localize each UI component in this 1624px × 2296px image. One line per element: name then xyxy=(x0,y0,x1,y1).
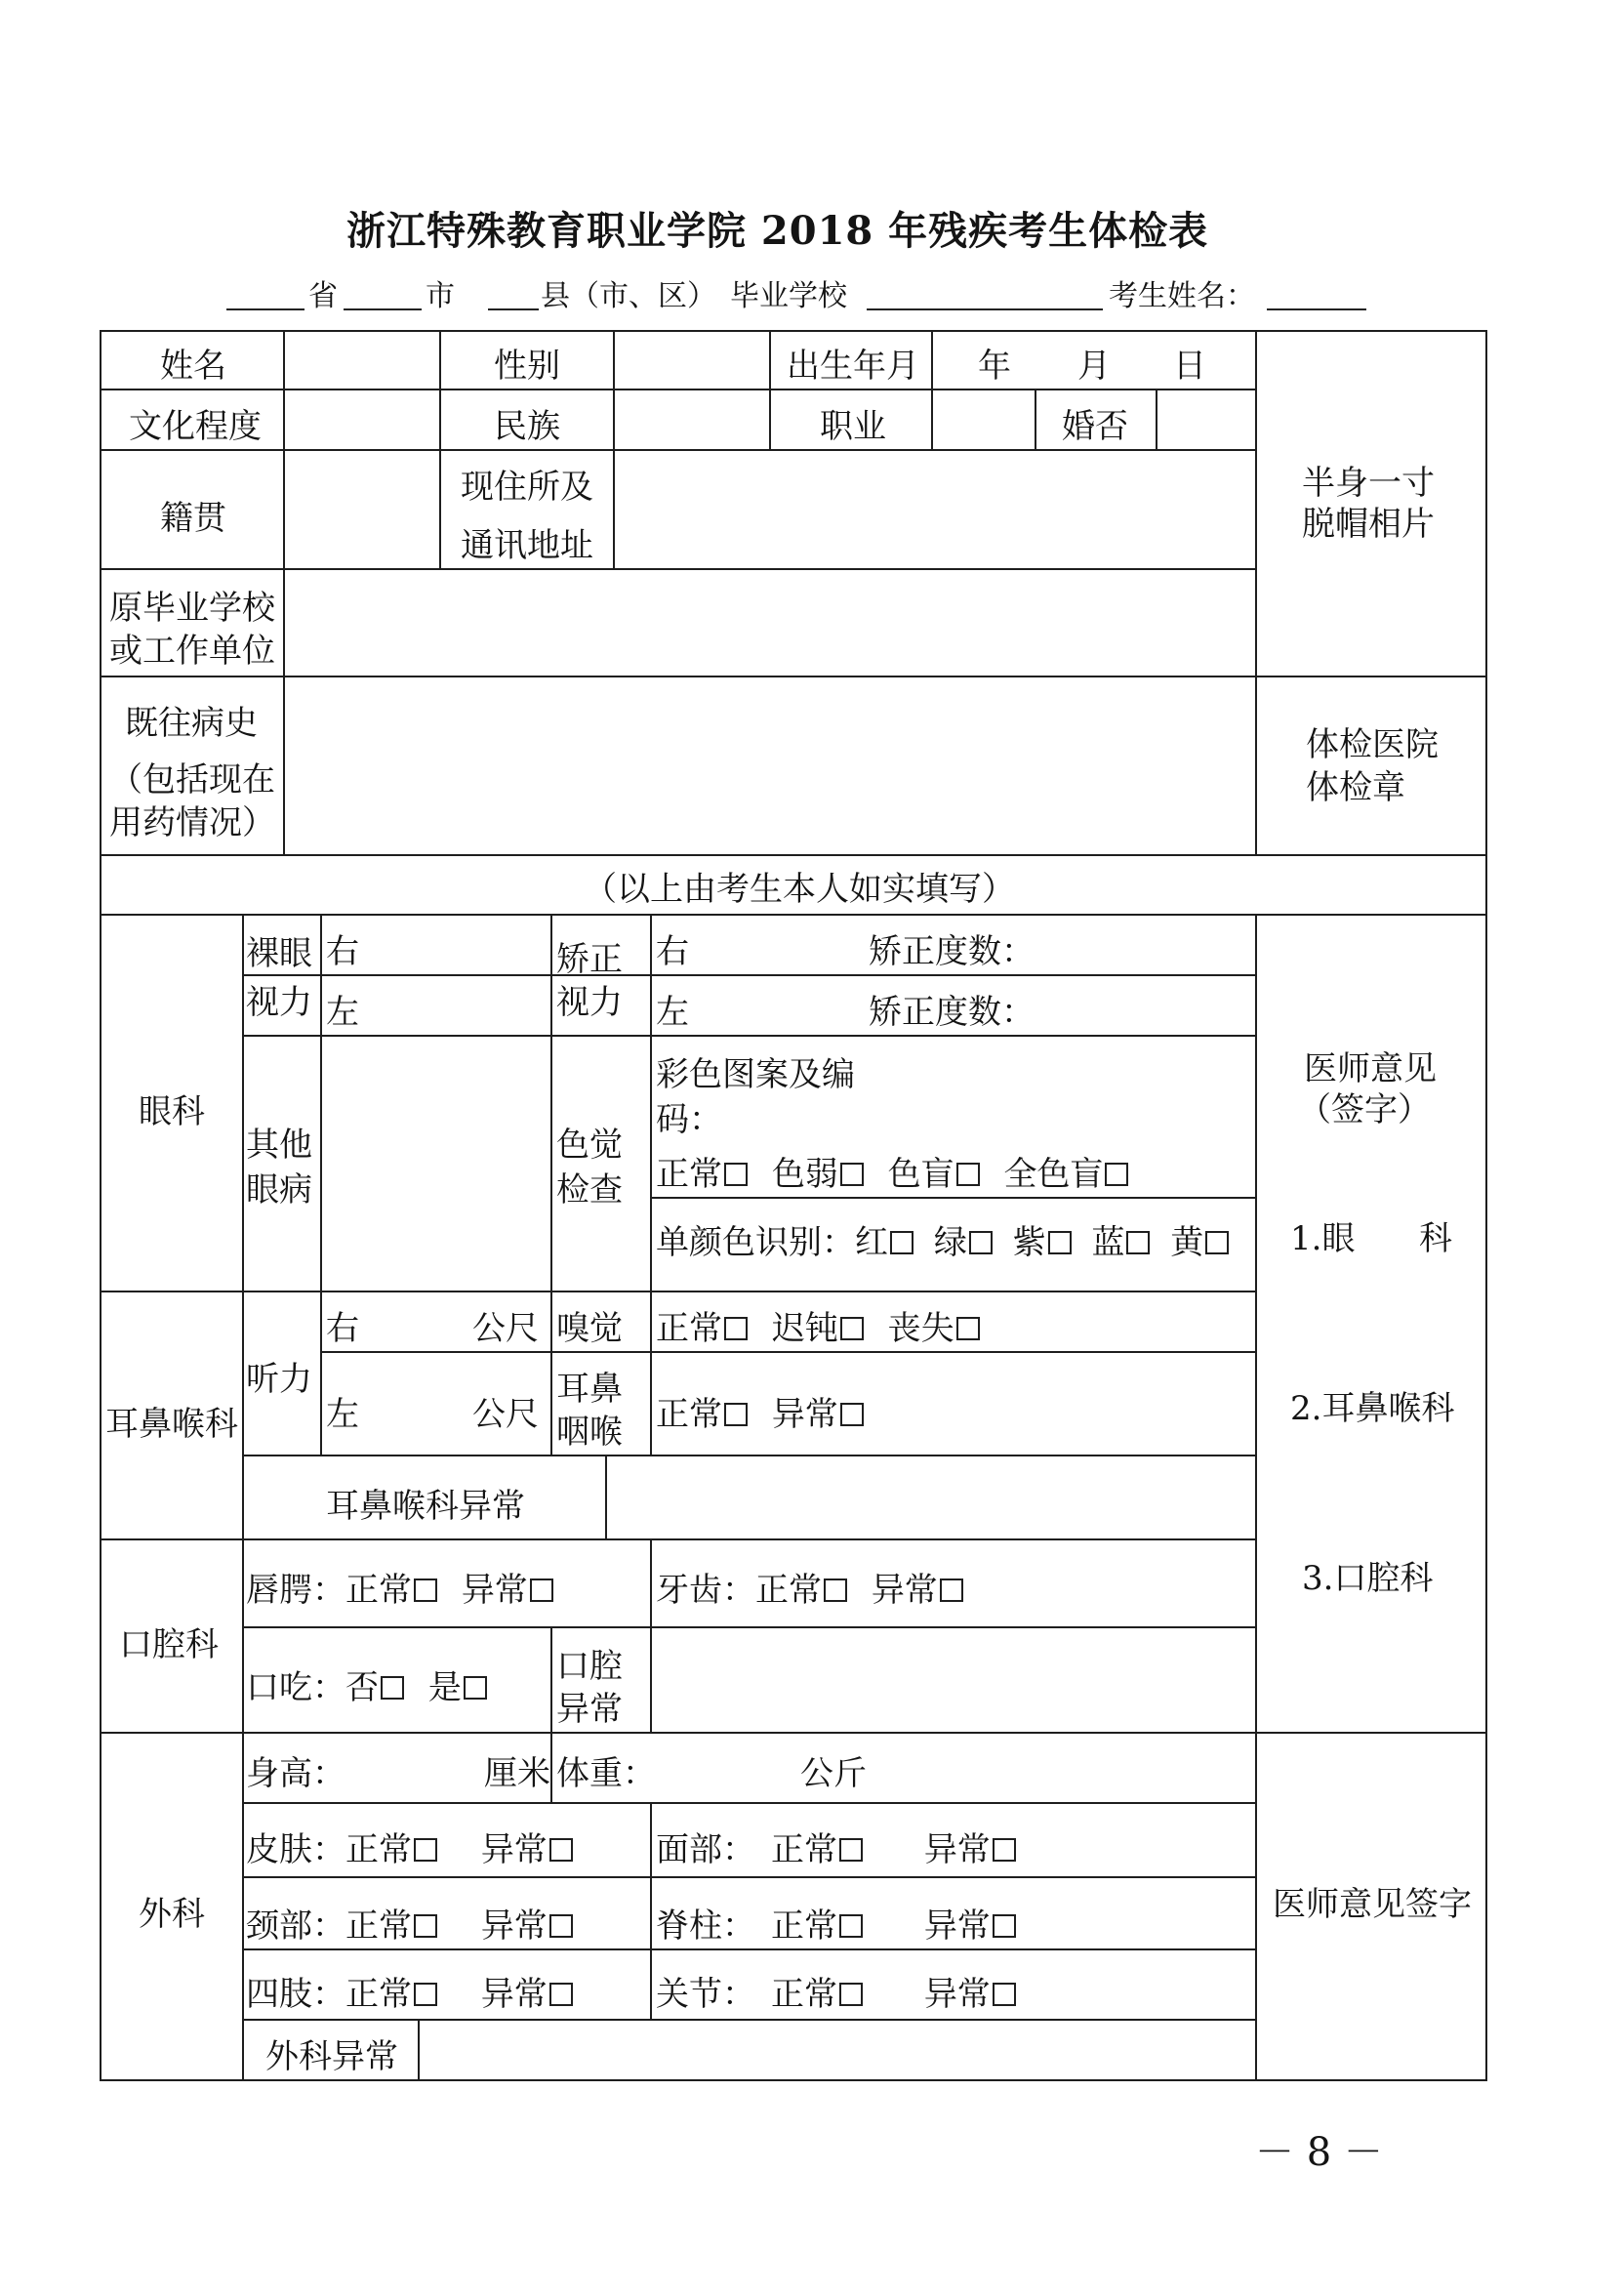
neck-abnormal-label: 异常 xyxy=(480,1906,548,1946)
skin-normal-label: 正常 xyxy=(345,1830,412,1869)
spine-normal-label: 正常 xyxy=(771,1906,837,1946)
label-hearing-left: 左 xyxy=(326,1395,359,1434)
face-label: 面部： xyxy=(656,1830,755,1869)
doctor-item-eye-a: 1.眼 xyxy=(1290,1219,1356,1258)
label-occupation: 职业 xyxy=(820,407,886,446)
page-number: － 8 － xyxy=(1255,2130,1383,2175)
color-vision-options xyxy=(656,1155,1128,1194)
form-title: 浙江特殊教育职业学院 2018 年残疾考生体检表 xyxy=(346,208,1209,254)
label-oral-abnormal-1: 口腔 xyxy=(556,1647,623,1686)
checkbox-normal[interactable] xyxy=(724,1163,748,1186)
grid-line xyxy=(242,974,1255,976)
dept-ent: 耳鼻喉科 xyxy=(105,1405,238,1444)
checkbox-spine-normal[interactable] xyxy=(839,1914,863,1938)
grid-line xyxy=(650,1802,652,2021)
checkbox-smell-normal[interactable] xyxy=(724,1317,748,1340)
skin-label: 皮肤： xyxy=(246,1830,345,1869)
label-birth: 出生年月 xyxy=(787,347,919,386)
label-height: 身高： xyxy=(246,1754,345,1793)
grid-line xyxy=(605,1455,607,1540)
grid-line xyxy=(242,1802,1255,1804)
palate-abnormal-label: 异常 xyxy=(461,1571,528,1610)
checkbox-purple[interactable] xyxy=(1048,1231,1072,1254)
label-photo-1: 半身一寸 xyxy=(1302,464,1435,503)
grid-line xyxy=(242,914,244,2081)
checkbox-skin-abnormal[interactable] xyxy=(549,1838,573,1862)
label-corrected-right: 右 xyxy=(656,932,689,971)
province-blank[interactable] xyxy=(226,308,304,310)
palate-label: 唇腭： xyxy=(246,1571,345,1610)
label-address-2: 通讯地址 xyxy=(461,526,593,565)
teeth-normal-label: 正常 xyxy=(755,1571,822,1610)
label-native-place: 籍贯 xyxy=(160,499,226,538)
grid-line xyxy=(283,330,285,855)
label-other-eye-2: 眼病 xyxy=(246,1170,312,1210)
throat-options xyxy=(656,1395,864,1434)
label-prev-school-1: 原毕业学校 xyxy=(109,589,275,628)
label-marital: 婚否 xyxy=(1062,407,1128,446)
skin-options xyxy=(246,1830,573,1869)
grid-line xyxy=(100,1291,1255,1292)
label-hearing-right-unit: 公尺 xyxy=(472,1309,539,1348)
checkbox-neck-abnormal[interactable] xyxy=(549,1914,573,1938)
school-blank[interactable] xyxy=(867,308,1103,310)
checkbox-limbs-normal[interactable] xyxy=(414,1983,437,2006)
doctor-signature: 医师意见签字 xyxy=(1273,1885,1472,1924)
label-name: 姓名 xyxy=(160,347,226,386)
label-year: 年 xyxy=(978,347,1011,386)
label-history-2: （包括现在 xyxy=(109,760,275,800)
checkbox-blue[interactable] xyxy=(1126,1231,1150,1254)
label-photo-2: 脱帽相片 xyxy=(1302,505,1435,544)
doctor-item-ent: 2.耳鼻喉科 xyxy=(1290,1389,1455,1428)
stutter-no-label: 否 xyxy=(345,1668,379,1707)
table-bottom-border xyxy=(100,2079,1487,2081)
label-other-eye-1: 其他 xyxy=(246,1126,312,1165)
checkbox-color-blind[interactable] xyxy=(956,1163,980,1186)
label-hearing: 听力 xyxy=(246,1360,312,1399)
face-abnormal-label: 异常 xyxy=(923,1830,991,1869)
checkbox-neck-normal[interactable] xyxy=(414,1914,437,1938)
color-red-label: 红 xyxy=(855,1223,888,1262)
throat-normal-label: 正常 xyxy=(656,1395,722,1434)
limbs-abnormal-label: 异常 xyxy=(480,1975,548,2014)
label-correction-degree-right: 矫正度数： xyxy=(869,932,1035,971)
checkbox-palate-abnormal[interactable] xyxy=(530,1578,553,1602)
spine-abnormal-label: 异常 xyxy=(923,1906,991,1946)
grid-line xyxy=(418,2019,420,2081)
checkbox-smell-dull[interactable] xyxy=(840,1317,864,1340)
label-gender: 性别 xyxy=(494,347,560,386)
checkbox-stutter-yes[interactable] xyxy=(464,1676,487,1700)
label-color-2: 检查 xyxy=(556,1170,623,1210)
checkbox-teeth-abnormal[interactable] xyxy=(940,1578,963,1602)
label-corrected-2: 视力 xyxy=(556,983,623,1022)
face-normal-label: 正常 xyxy=(771,1830,837,1869)
label-throat-1: 耳鼻 xyxy=(556,1370,623,1409)
grid-line xyxy=(242,2019,1255,2021)
grid-line xyxy=(650,1291,652,1456)
grid-line xyxy=(613,330,615,570)
checkbox-joints-abnormal[interactable] xyxy=(993,1983,1016,2006)
checkbox-face-abnormal[interactable] xyxy=(993,1838,1016,1862)
school-label: 毕业学校 xyxy=(730,279,847,313)
opt-normal-label: 正常 xyxy=(656,1155,722,1194)
grid-line xyxy=(1255,330,1257,855)
limbs-options xyxy=(246,1975,573,2014)
checkbox-smell-lost[interactable] xyxy=(956,1317,980,1340)
single-color-options xyxy=(656,1223,1229,1262)
grid-line xyxy=(242,1876,1255,1878)
grid-line xyxy=(550,1351,1255,1353)
grid-line xyxy=(320,914,322,1292)
teeth-options xyxy=(656,1571,963,1610)
grid-line xyxy=(100,914,1487,916)
stutter-label: 口吃： xyxy=(246,1668,345,1707)
skin-abnormal-label: 异常 xyxy=(480,1830,548,1869)
label-surgery-abnormal: 外科异常 xyxy=(265,2037,398,2076)
checkbox-limbs-abnormal[interactable] xyxy=(549,1983,573,2006)
grid-line xyxy=(1255,914,1257,2081)
checkbox-teeth-normal[interactable] xyxy=(824,1578,847,1602)
joints-label: 关节： xyxy=(656,1975,755,2014)
dept-surgery: 外科 xyxy=(139,1895,205,1934)
spine-options xyxy=(656,1906,1016,1946)
grid-line xyxy=(1156,389,1157,451)
doctor-opinion-1: 医师意见 xyxy=(1304,1049,1437,1088)
city-blank[interactable] xyxy=(344,308,422,310)
stutter-yes-label: 是 xyxy=(427,1668,462,1707)
throat-abnormal-label: 异常 xyxy=(771,1395,838,1434)
city-label: 市 xyxy=(426,279,455,313)
grid-line xyxy=(650,1538,652,1734)
grid-line xyxy=(242,1626,1255,1628)
label-weight: 体重： xyxy=(556,1754,656,1793)
grid-line xyxy=(650,914,652,1292)
grid-line xyxy=(550,1732,552,1804)
label-pattern-2: 码： xyxy=(656,1100,722,1139)
neck-options xyxy=(246,1906,573,1946)
self-fill-note: （以上由考生本人如实填写） xyxy=(584,870,1015,909)
color-yellow-label: 黄 xyxy=(1170,1223,1204,1262)
joints-options xyxy=(656,1975,1016,2014)
checkbox-spine-abnormal[interactable] xyxy=(993,1914,1016,1938)
dept-oral: 口腔科 xyxy=(119,1625,219,1664)
grid-line xyxy=(650,1197,1255,1199)
neck-normal-label: 正常 xyxy=(345,1906,412,1946)
smell-normal-label: 正常 xyxy=(656,1309,722,1348)
limbs-normal-label: 正常 xyxy=(345,1975,412,2014)
teeth-abnormal-label: 异常 xyxy=(871,1571,938,1610)
label-pattern-1: 彩色图案及编 xyxy=(656,1055,855,1094)
grid-line xyxy=(769,330,771,451)
grid-line xyxy=(242,1035,1255,1037)
doctor-item-eye-b: 科 xyxy=(1419,1219,1452,1258)
label-history-3: 用药情况） xyxy=(109,803,275,842)
grid-line xyxy=(242,1455,1255,1456)
county-blank[interactable] xyxy=(488,308,539,310)
table-top-border xyxy=(100,330,1487,332)
label-corrected-1: 矫正 xyxy=(556,940,623,979)
stutter-options xyxy=(246,1668,487,1707)
label-naked-2: 视力 xyxy=(246,983,312,1022)
grid-line xyxy=(1035,389,1036,451)
label-day: 日 xyxy=(1173,347,1206,386)
label-hearing-right: 右 xyxy=(326,1309,359,1348)
checkbox-total-blind[interactable] xyxy=(1105,1163,1128,1186)
label-history-1: 既往病史 xyxy=(125,704,258,743)
opt-total-label: 全色盲 xyxy=(1003,1155,1104,1194)
label-ethnicity: 民族 xyxy=(494,407,560,446)
student-name-label: 考生姓名： xyxy=(1109,279,1255,313)
smell-options xyxy=(656,1309,980,1348)
label-naked-left: 左 xyxy=(326,993,359,1032)
opt-blind-label: 色盲 xyxy=(887,1155,954,1194)
label-naked-1: 裸眼 xyxy=(246,934,312,973)
grid-line xyxy=(100,449,1255,451)
grid-line xyxy=(100,1732,1487,1734)
label-stamp-1: 体检医院 xyxy=(1306,725,1439,764)
checkbox-color-weak[interactable] xyxy=(840,1163,864,1186)
grid-line xyxy=(100,389,1255,390)
label-prev-school-2: 或工作单位 xyxy=(109,632,275,671)
student-name-blank[interactable] xyxy=(1267,308,1366,310)
neck-label: 颈部： xyxy=(246,1906,345,1946)
grid-line xyxy=(550,1291,552,1456)
color-blue-label: 蓝 xyxy=(1091,1223,1125,1262)
single-color-label: 单颜色识别： xyxy=(656,1223,855,1262)
table-right-border xyxy=(1485,330,1487,2081)
grid-line xyxy=(100,1538,1255,1540)
palate-normal-label: 正常 xyxy=(345,1571,412,1610)
label-hearing-left-unit: 公尺 xyxy=(472,1395,539,1434)
smell-lost-label: 丧失 xyxy=(887,1309,954,1348)
county-label: 县（市、区） xyxy=(541,279,716,313)
checkbox-green[interactable] xyxy=(969,1231,993,1254)
smell-dull-label: 迟钝 xyxy=(771,1309,838,1348)
checkbox-throat-abnormal[interactable] xyxy=(840,1403,864,1426)
label-month: 月 xyxy=(1077,347,1111,386)
label-address-1: 现住所及 xyxy=(461,468,593,507)
label-correction-degree-left: 矫正度数： xyxy=(869,993,1035,1032)
checkbox-palate-normal[interactable] xyxy=(414,1578,437,1602)
color-green-label: 绿 xyxy=(933,1223,967,1262)
opt-weak-label: 色弱 xyxy=(771,1155,838,1194)
checkbox-joints-normal[interactable] xyxy=(839,1983,863,2006)
checkbox-skin-normal[interactable] xyxy=(414,1838,437,1862)
grid-line xyxy=(931,330,933,451)
spine-label: 脊柱： xyxy=(656,1906,755,1946)
grid-line xyxy=(100,568,1255,570)
grid-line xyxy=(550,1626,552,1734)
label-color-1: 色觉 xyxy=(556,1126,623,1165)
limbs-label: 四肢： xyxy=(246,1975,345,2014)
label-throat-2: 咽喉 xyxy=(556,1413,623,1452)
doctor-item-oral: 3.口腔科 xyxy=(1302,1559,1434,1598)
grid-line xyxy=(100,676,1487,677)
checkbox-face-normal[interactable] xyxy=(839,1838,863,1862)
teeth-label: 牙齿： xyxy=(656,1571,755,1610)
label-stamp-2: 体检章 xyxy=(1306,768,1405,807)
grid-line xyxy=(320,1351,550,1353)
doctor-opinion-2: （签字） xyxy=(1298,1090,1431,1129)
label-ent-abnormal: 耳鼻喉科异常 xyxy=(326,1487,525,1526)
table-left-border xyxy=(100,330,102,2081)
label-corrected-left: 左 xyxy=(656,993,689,1032)
joints-abnormal-label: 异常 xyxy=(923,1975,991,2014)
joints-normal-label: 正常 xyxy=(771,1975,837,2014)
color-purple-label: 紫 xyxy=(1012,1223,1046,1262)
label-smell: 嗅觉 xyxy=(556,1309,623,1348)
checkbox-throat-normal[interactable] xyxy=(724,1403,748,1426)
grid-line xyxy=(242,1948,1255,1950)
grid-line xyxy=(100,854,1487,856)
grid-line xyxy=(439,330,441,570)
face-options xyxy=(656,1830,1016,1869)
palate-options xyxy=(246,1571,553,1610)
label-height-unit: 厘米 xyxy=(484,1754,550,1793)
grid-line xyxy=(550,914,552,1292)
checkbox-yellow[interactable] xyxy=(1205,1231,1229,1254)
label-oral-abnormal-2: 异常 xyxy=(556,1690,623,1729)
grid-line xyxy=(320,1291,322,1456)
province-label: 省 xyxy=(308,279,338,313)
label-weight-unit: 公斤 xyxy=(800,1754,867,1793)
checkbox-stutter-no[interactable] xyxy=(381,1676,404,1700)
label-naked-right: 右 xyxy=(326,932,359,971)
label-education: 文化程度 xyxy=(129,407,262,446)
checkbox-red[interactable] xyxy=(890,1231,914,1254)
dept-eye: 眼科 xyxy=(139,1092,205,1131)
